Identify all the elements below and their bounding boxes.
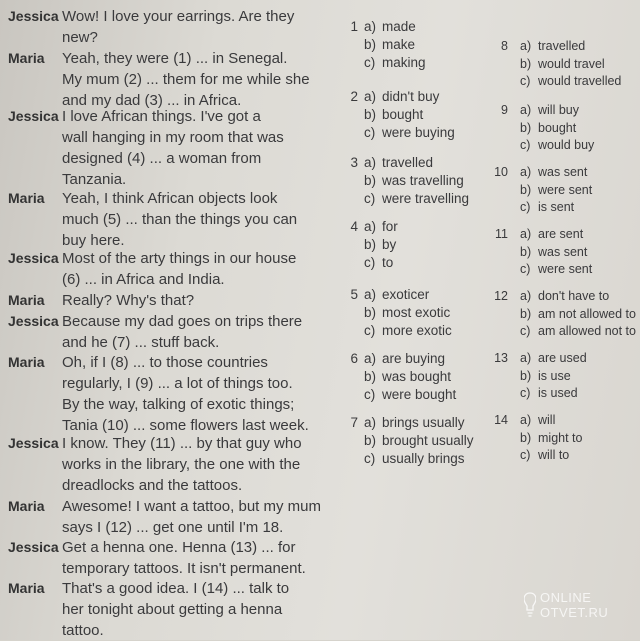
option-text: am not allowed to xyxy=(538,306,636,321)
option-text: are sent xyxy=(538,227,584,241)
option-text: by xyxy=(382,237,397,252)
speech-text: Most of the arty things in our house (6) ... in Africa and India. xyxy=(62,250,297,288)
option-text: making xyxy=(382,55,426,70)
option-text: was bought xyxy=(382,369,452,384)
option-text: travelled xyxy=(382,155,434,170)
answer-option xyxy=(520,73,621,91)
question-number: 11 xyxy=(495,227,508,241)
option-text: made xyxy=(382,19,416,34)
question-number: 5 xyxy=(350,287,358,302)
option-text: more exotic xyxy=(382,323,452,338)
option-letter: a) xyxy=(520,39,532,53)
speaker-name: Maria xyxy=(8,50,45,66)
answer-option xyxy=(520,199,574,217)
option-letter: a) xyxy=(520,289,532,303)
option-letter: c) xyxy=(520,200,531,214)
question-number: 10 xyxy=(494,165,508,179)
option-text: for xyxy=(382,219,398,234)
option-letter: c) xyxy=(520,138,531,152)
option-letter: b) xyxy=(520,56,532,71)
option-letter: c) xyxy=(364,125,376,140)
option-text: brought usually xyxy=(382,433,474,448)
option-text: would travelled xyxy=(538,74,622,88)
option-letter: a) xyxy=(520,351,532,365)
option-letter: b) xyxy=(364,107,377,122)
answer-option xyxy=(364,124,455,142)
answer-option xyxy=(364,218,398,236)
answer-option xyxy=(364,236,396,254)
question-number: 1 xyxy=(350,19,358,34)
option-text: will to xyxy=(538,448,570,462)
option-letter: b) xyxy=(364,173,377,188)
option-letter: a) xyxy=(364,89,377,104)
option-letter: c) xyxy=(520,386,531,400)
answer-option xyxy=(520,38,585,56)
answer-option xyxy=(364,154,433,172)
answer-option xyxy=(520,120,576,138)
option-text: is use xyxy=(538,368,571,383)
answer-option xyxy=(364,304,450,322)
option-letter: a) xyxy=(364,219,377,234)
option-letter: a) xyxy=(520,227,532,241)
speaker-name: Maria xyxy=(8,580,45,596)
option-letter: b) xyxy=(520,182,532,197)
question-number: 6 xyxy=(350,351,358,366)
option-letter: c) xyxy=(364,55,376,70)
option-letter: a) xyxy=(520,165,532,179)
option-text: were travelling xyxy=(382,191,470,206)
option-text: are buying xyxy=(382,351,446,366)
answer-option xyxy=(364,286,429,304)
option-text: is sent xyxy=(538,200,575,214)
option-letter: b) xyxy=(364,237,377,252)
answer-option xyxy=(520,226,583,244)
speech-text: I love African things. I've got a wall hanging in my room that was designed (4) ... a woman from Tanzania. xyxy=(62,108,284,188)
answer-option xyxy=(520,244,587,262)
answer-option xyxy=(520,137,594,155)
option-text: would travel xyxy=(538,56,605,71)
option-letter: a) xyxy=(364,155,377,170)
speaker-name: Maria xyxy=(8,190,45,206)
option-letter: b) xyxy=(520,244,532,259)
speaker-name: Maria xyxy=(8,292,45,308)
option-letter: a) xyxy=(364,287,377,302)
speaker-name: Jessica xyxy=(8,8,59,24)
option-text: were sent xyxy=(538,182,593,197)
option-letter: c) xyxy=(520,262,531,276)
option-text: were sent xyxy=(538,262,593,276)
question-number: 12 xyxy=(494,289,508,303)
answer-option xyxy=(520,323,636,341)
option-letter: a) xyxy=(364,19,377,34)
question-number: 14 xyxy=(494,413,508,427)
option-text: brings usually xyxy=(382,415,465,430)
speaker-name: Jessica xyxy=(8,435,59,451)
answer-option xyxy=(520,412,555,430)
option-letter: a) xyxy=(520,413,532,427)
option-letter: a) xyxy=(364,415,377,430)
option-letter: c) xyxy=(364,255,376,270)
answer-option xyxy=(364,432,474,450)
answer-option xyxy=(364,88,439,106)
option-text: is used xyxy=(538,386,578,400)
speech-text: Really? Why's that? xyxy=(62,292,195,309)
answer-option xyxy=(364,450,465,468)
speaker-name: Jessica xyxy=(8,250,59,266)
answer-option xyxy=(520,385,578,403)
option-letter: a) xyxy=(520,103,532,117)
answer-option xyxy=(364,414,465,432)
answer-option xyxy=(364,368,451,386)
answer-option xyxy=(364,18,416,36)
option-text: will buy xyxy=(538,103,579,117)
option-letter: c) xyxy=(520,448,531,462)
option-text: was travelling xyxy=(382,173,464,188)
option-text: didn't buy xyxy=(382,89,440,104)
option-text: bought xyxy=(538,120,577,135)
option-letter: c) xyxy=(520,324,531,338)
question-number: 8 xyxy=(501,39,508,53)
answer-option xyxy=(520,56,605,74)
option-text: bought xyxy=(382,107,424,122)
watermark-line-1: ONLINE xyxy=(540,590,592,605)
speaker-name: Maria xyxy=(8,498,45,514)
option-text: will xyxy=(538,413,556,427)
speaker-name: Jessica xyxy=(8,313,59,329)
option-text: don't have to xyxy=(538,289,610,303)
option-text: am allowed not to xyxy=(538,324,636,338)
speech-text: Yeah, I think African objects look much (5) ... than the things you can buy here. xyxy=(62,190,298,249)
option-letter: c) xyxy=(364,323,376,338)
speech-text: That's a good idea. I (14) ... talk to her tonight about getting a henna tattoo. xyxy=(62,580,290,639)
option-text: was sent xyxy=(538,244,588,259)
option-letter: a) xyxy=(364,351,377,366)
option-text: travelled xyxy=(538,39,586,53)
speech-text: Yeah, they were (1) ... in Senegal. My mum (2) ... them for me while she and my dad (3) ... in Africa. xyxy=(62,50,310,109)
question-number: 2 xyxy=(350,89,358,104)
answer-option xyxy=(364,106,423,124)
answer-option xyxy=(520,102,579,120)
speaker-name: Maria xyxy=(8,354,45,370)
answer-option xyxy=(520,306,636,324)
site-watermark xyxy=(540,590,608,620)
answer-option xyxy=(364,322,452,340)
option-letter: b) xyxy=(364,369,377,384)
speech-text: Awesome! I want a tattoo, but my mum says I (12) ... get one until I'm 18. xyxy=(62,498,321,536)
answer-option xyxy=(520,350,587,368)
speaker-name: Jessica xyxy=(8,108,59,124)
answer-option xyxy=(520,368,571,386)
answer-option xyxy=(364,36,415,54)
question-number: 9 xyxy=(501,103,508,117)
answer-option xyxy=(364,386,456,404)
option-text: to xyxy=(382,255,394,270)
answer-option xyxy=(520,182,592,200)
answer-option xyxy=(520,288,609,306)
question-number: 4 xyxy=(350,219,358,234)
option-text: most exotic xyxy=(382,305,451,320)
answer-option xyxy=(520,430,582,448)
option-letter: c) xyxy=(364,191,376,206)
option-letter: c) xyxy=(520,74,531,88)
option-text: would buy xyxy=(538,138,595,152)
answer-option xyxy=(364,254,393,272)
option-letter: b) xyxy=(364,433,377,448)
option-text: make xyxy=(382,37,416,52)
speech-text: Get a henna one. Henna (13) ... for temporary tattoos. It isn't permanent. xyxy=(62,539,306,577)
answer-option xyxy=(520,261,592,279)
option-letter: b) xyxy=(520,306,532,321)
option-letter: b) xyxy=(520,430,532,445)
option-letter: c) xyxy=(364,387,376,402)
option-text: was sent xyxy=(538,165,588,179)
option-text: were bought xyxy=(382,387,457,402)
lightbulb-icon xyxy=(524,592,536,618)
speaker-name: Jessica xyxy=(8,539,59,555)
answer-option xyxy=(520,164,587,182)
answer-option xyxy=(520,447,569,465)
watermark-line-2: OTVET.RU xyxy=(540,605,609,620)
question-number: 7 xyxy=(350,415,358,430)
answer-option xyxy=(364,190,469,208)
answer-option xyxy=(364,350,445,368)
answer-option xyxy=(364,54,426,72)
option-text: are used xyxy=(538,351,587,365)
option-letter: b) xyxy=(520,368,532,383)
option-letter: b) xyxy=(364,37,377,52)
option-letter: c) xyxy=(364,451,376,466)
speech-text: I know. They (11) ... by that guy who works in the library, the one with the dreadlocks and the tattoos. xyxy=(62,435,302,494)
speech-text: Oh, if I (8) ... to those countries regularly, I (9) ... a lot of things too. By the way, talking of exotic things; Tania (10) ... some flowers last week. xyxy=(62,354,309,434)
speech-text: Wow! I love your earrings. Are they new? xyxy=(62,8,295,46)
option-letter: b) xyxy=(364,305,377,320)
speech-text: Because my dad goes on trips there and he (7) ... stuff back. xyxy=(62,313,303,351)
answer-option xyxy=(364,172,464,190)
question-number: 3 xyxy=(350,155,358,170)
option-text: might to xyxy=(538,430,583,445)
option-text: usually brings xyxy=(382,451,465,466)
option-text: were buying xyxy=(382,125,455,140)
option-letter: b) xyxy=(520,120,532,135)
question-number: 13 xyxy=(494,351,508,365)
option-text: exoticer xyxy=(382,287,430,302)
